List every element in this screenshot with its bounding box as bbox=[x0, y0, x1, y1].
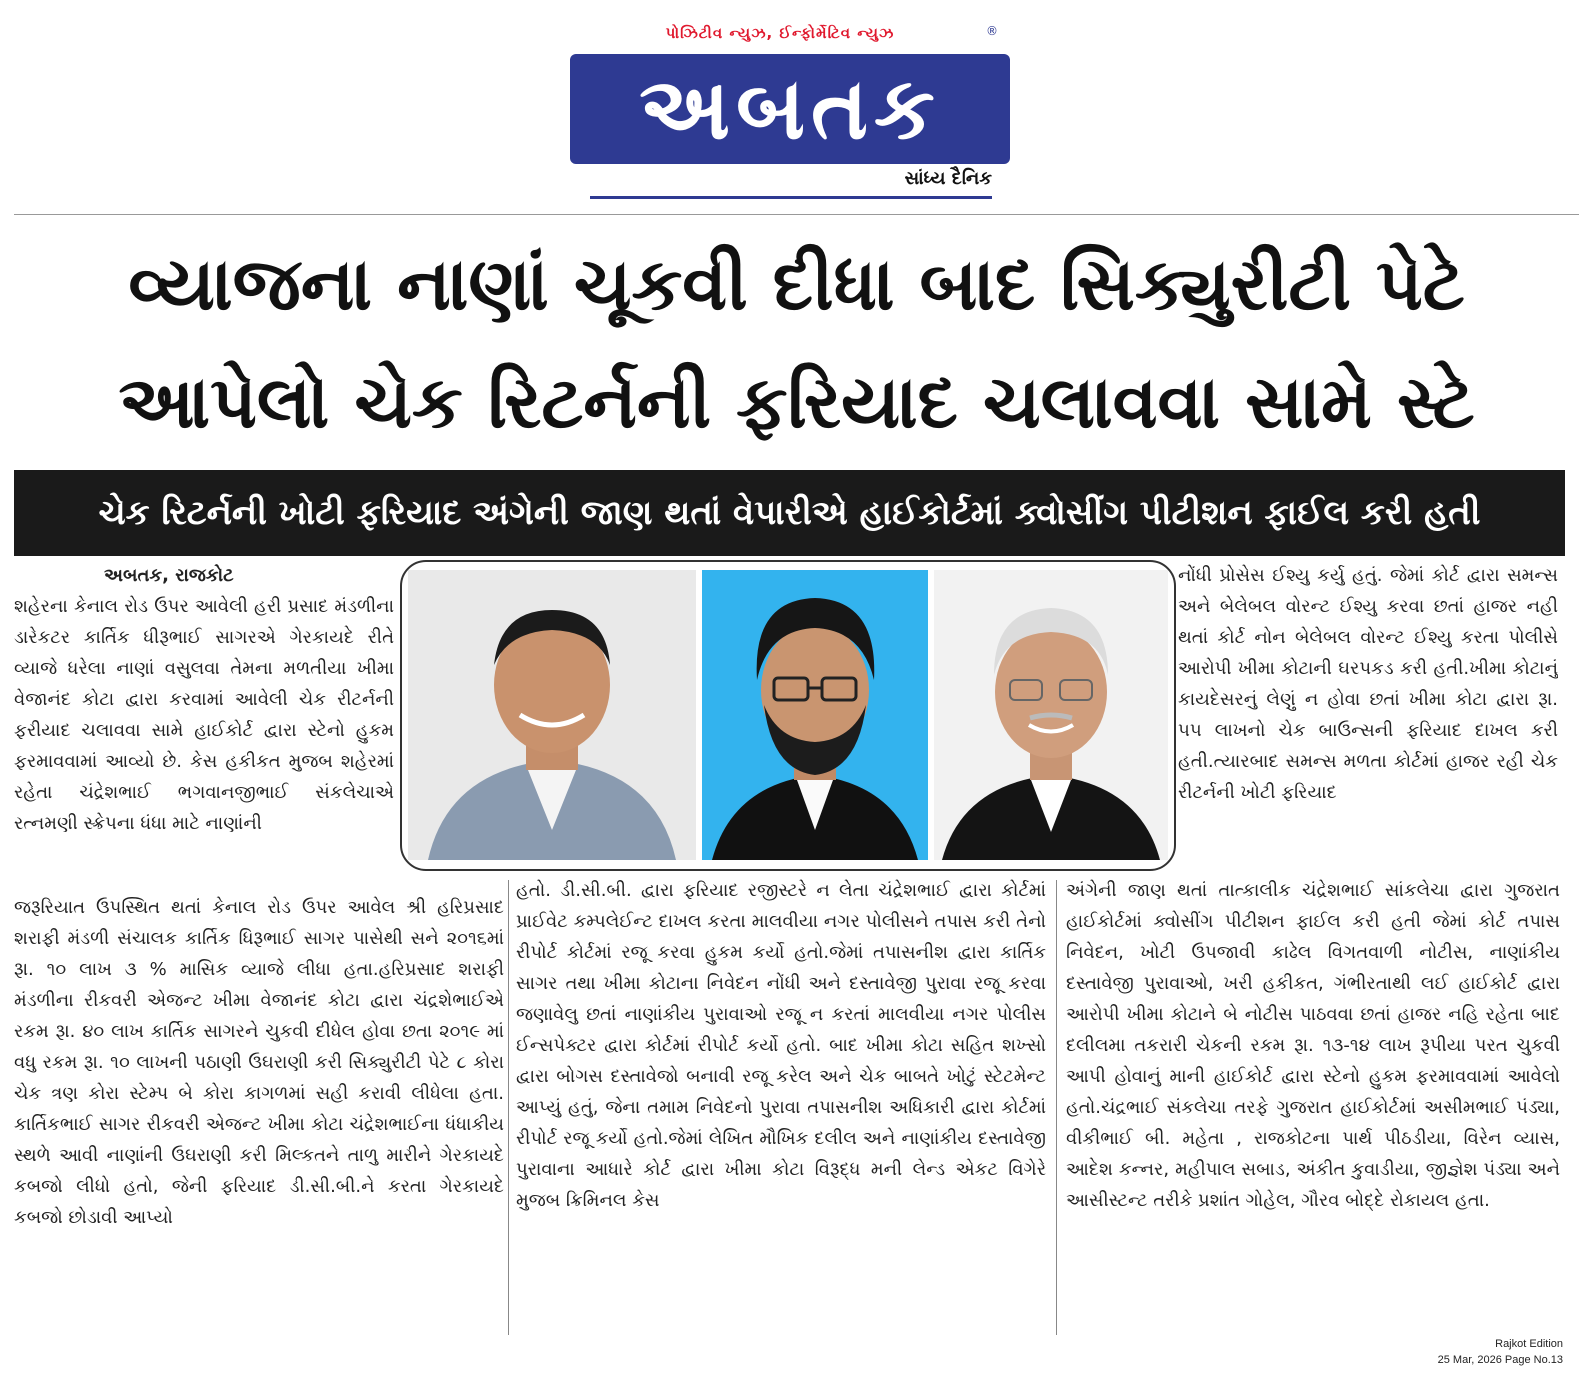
edition-type: સાંધ્ય દૈનિક bbox=[904, 168, 992, 189]
column-divider bbox=[508, 880, 509, 1335]
headline-line-2: આપેલો ચેક રિટર્નની ફરિયાદ ચલાવવા સામે સ્ટે bbox=[118, 360, 1475, 444]
headline-line-1: વ્યાજના નાણાં ચૂકવી દીધા બાદ સિક્યુરીટી પેટે bbox=[128, 242, 1465, 326]
article-text: હતો. ડી.સી.બી. દ્વારા ફરિયાદ રજીસ્ટરે ન લેતા ચંદ્રેશભાઈ દ્વારા કોર્ટમાં પ્રાઈવેટ કમ્પલેઈન્ટ દાખલ કરતા માલવીયા નગર પોલીસને તપાસ કરી તેનો રીપોર્ટ કોર્ટમાં રજૂ કરવા હુકમ કર્યો હતો.જેમાં તપાસનીશ દ્વારા કાર્તિક સાગર તથા ખીમા કોટાના નિવેદન નોંધી અને દસ્તાવેજી પુરાવા રજૂ કરવા જણાવેલુ છતાં નાણાંકીય પુરાવાઓ રજૂ ન કરતાં માલવીયા નગર પોલીસ ઈન્સપેક્ટર દ્વારા કોર્ટમાં રીપોર્ટ કર્યો હતો. બાદ ખીમા કોટા સહિત શખ્સો દ્વારા બોગસ દસ્તાવેજો બનાવી રજૂ કરેલ અને ચેક બાબતે ખોટું સ્ટેટમેન્ટ આપ્યું હતું, જેના તમામ નિવેદનો પુરાવા તપાસનીશ અધિકારી દ્વારા કોર્ટમાં રીપોર્ટ રજૂ કર્યો હતો.જેમાં લેખિત મૌખિક દલીલ અને નાણાંકીય દસ્તાવેજી પુરાવાના આધારે કોર્ટ દ્વારા ખીમા કોટા વિરૂદ્ધ મની લેન્ડ એકટ વિગેરે મુજબ ક્રિમિનલ કેસ bbox=[516, 880, 1046, 1211]
article-column-3-bottom bbox=[1066, 875, 1560, 1335]
article-column-3-top bbox=[1178, 560, 1558, 880]
dateline: અબતક, રાજકોટ bbox=[104, 565, 234, 586]
edition-footer bbox=[1438, 1336, 1563, 1368]
article-column-1-bottom bbox=[14, 892, 504, 1332]
photo-senior-advocate bbox=[934, 570, 1168, 860]
photo-advocate bbox=[702, 570, 928, 860]
photo-businessman bbox=[408, 570, 696, 860]
registered-mark: ® bbox=[986, 24, 998, 38]
masthead bbox=[570, 18, 1010, 203]
article-text: અંગેની જાણ થતાં તાત્કાલીક ચંદ્રેશભાઈ સાંકલેચા દ્વારા ગુજરાત હાઈકોર્ટમાં ક્વોસીંગ પીટીશન ફાઈલ કરી હતી જેમાં કોર્ટ તપાસ નિવેદન, ખોટી ઉપજાવી કાઢેલ વિગતવાળી નોટીસ, નાણાંકીય દસ્તાવેજી પુરાવાઓ, ખરી હકીકત, ગંભીરતાથી લઈ હાઈકોર્ટ દ્વારા આરોપી ખીમા કોટાને બે નોટીસ પાઠવવા છતાં હાજર નહિ રહેતા બાદ દલીલમા તકરારી ચેકની રકમ રૂા. ૧૩-૧૪ લાખ રૂપીયા પરત ચુકવી આપી હોવાનું માની હાઈકોર્ટ દ્વારા સ્ટેનો હુકમ ફરમાવવામાં આવેલો હતો.ચંદ્રભાઈ સંકલેચા તરફે ગુજરાત હાઈકોર્ટમાં અસીમભાઈ પંડ્યા, વીકીભાઈ બી. મહેતા , રાજકોટના પાર્થ પીઠડીયા, વિરેન વ્યાસ, આદેશ કન્નર, મહીપાલ સબાડ, અંકીત કુવાડીયા, જીજ્ઞેશ પંડ્યા અને આસીસ્ટન્ટ તરીકે પ્રશાંત ગોહેલ, ગૌરવ બોદ્દે રોકાયલ હતા. bbox=[1066, 880, 1560, 1211]
photo-collage bbox=[400, 560, 1176, 871]
article-text: નોંધી પ્રોસેસ ઈશ્યુ કર્યુ હતું. જેમાં કોર્ટ દ્વારા સમન્સ અને બેલેબલ વોરન્ટ ઈશ્યુ કરવા છતાં હાજર નહી થતાં કોર્ટ નોન બેલેબલ વોરન્ટ ઈશ્યુ કરતા પોલીસે આરોપી ખીમા કોટાની ઘરપકડ કરી હતી.ખીમા કોટાનું કાયદેસરનું લેણું ન હોવા છતાં ખીમા કોટા દ્વારા રૂા. ૫૫ લાખનો ચેક બાઉન્સની ફરિયાદ દાખલ કરી હતી.ત્યારબાદ સમન્સ મળતા કોર્ટમાં હાજર રહી ચેક રીટર્નની ખોટી ફરિયાદ bbox=[1178, 565, 1558, 803]
article-column-2 bbox=[516, 875, 1046, 1335]
edition-date-page: 25 Mar, 2026 Page No.13 bbox=[1437, 1354, 1563, 1366]
newspaper-logo: અબતક bbox=[570, 54, 1010, 164]
article-column-1-top bbox=[14, 560, 394, 880]
masthead-tagline: પોઝિટીવ ન્યુઝ, ઈન્ફોર્મેટિવ ન્યુઝ bbox=[665, 24, 895, 42]
article-text: શહેરના કેનાલ રોડ ઉપર આવેલી હરી પ્રસાદ મંડળીના ડારેકટર કાર્તિક ધીરૂભાઈ સાગરએ ગેરકાયદે રીતે વ્યાજે ધરેલા નાણાં વસુલવા તેમના મળતીયા ખીમા વેજાનંદ કોટા દ્વારા કરવામાં આવેલી ચેક રીટર્નની ફરીયાદ ચલાવવા સામે હાઈકોર્ટ દ્વારા સ્ટેનો હુકમ ફરમાવવામાં આવ્યો છે. કેસ હકીકત મુજબ શહેરમાં રહેતા ચંદ્રેશભાઈ ભગવાનજીભાઈ સંકલેચાએ રત્નમણી સ્ક્રેપના ધંધા માટે નાણાંની bbox=[14, 596, 394, 834]
edition-name: Rajkot Edition bbox=[1495, 1338, 1563, 1350]
subheadline-bar: ચેક રિટર્નની ખોટી ફરિયાદ અંગેની જાણ થતાં વેપારીએ હાઈકોર્ટમાં ક્વોસીંગ પીટીશન ફાઈલ કરી હતી bbox=[14, 470, 1565, 556]
column-divider bbox=[1056, 880, 1057, 1335]
article-text: જરૂરિયાત ઉપસ્થિત થતાં કેનાલ રોડ ઉપર આવેલ શ્રી હરિપ્રસાદ શરાફી મંડળી સંચાલક કાર્તિક ધિરૂભાઈ સાગર પાસેથી સને ૨૦૧૬માં રૂા. ૧૦ લાખ ૩ % માસિક વ્યાજે લીધા હતા.હરિપ્રસાદ શરાફી મંડળીના રીકવરી એજન્ટ ખીમા વેજાનંદ કોટા દ્વારા ચંદ્રશેભાઈએ રકમ રૂા. ૪૦ લાખ કાર્તિક સાગરને ચુકવી દીધેલ હોવા છતા ૨૦૧૯ માં વધુ રકમ રૂા. ૧૦ લાખની પઠાણી ઉઘરાણી કરી સિક્યુરીટી પેટે ૮ કોરા ચેક ત્રણ કોરા સ્ટેમ્પ બે કોરા કાગળમાં સહી કરાવી લીધેલા હતા. કાર્તિકભાઈ સાગર રીકવરી એજન્ટ ખીમા કોટા ચંદ્રેશભાઈના ધંધાકીય સ્થળે આવી નાણાંની ઉઘરાણી કરી મિલ્કતને તાળુ મારીને ગેરકાયદે કબજો લીધો હતો, જેની ફરિયાદ ડી.સી.બી.ને કરતા ગેરકાયદે કબજો છોડાવી આપ્યો bbox=[14, 897, 504, 1228]
logo-underline bbox=[590, 196, 992, 199]
top-divider bbox=[14, 214, 1579, 215]
